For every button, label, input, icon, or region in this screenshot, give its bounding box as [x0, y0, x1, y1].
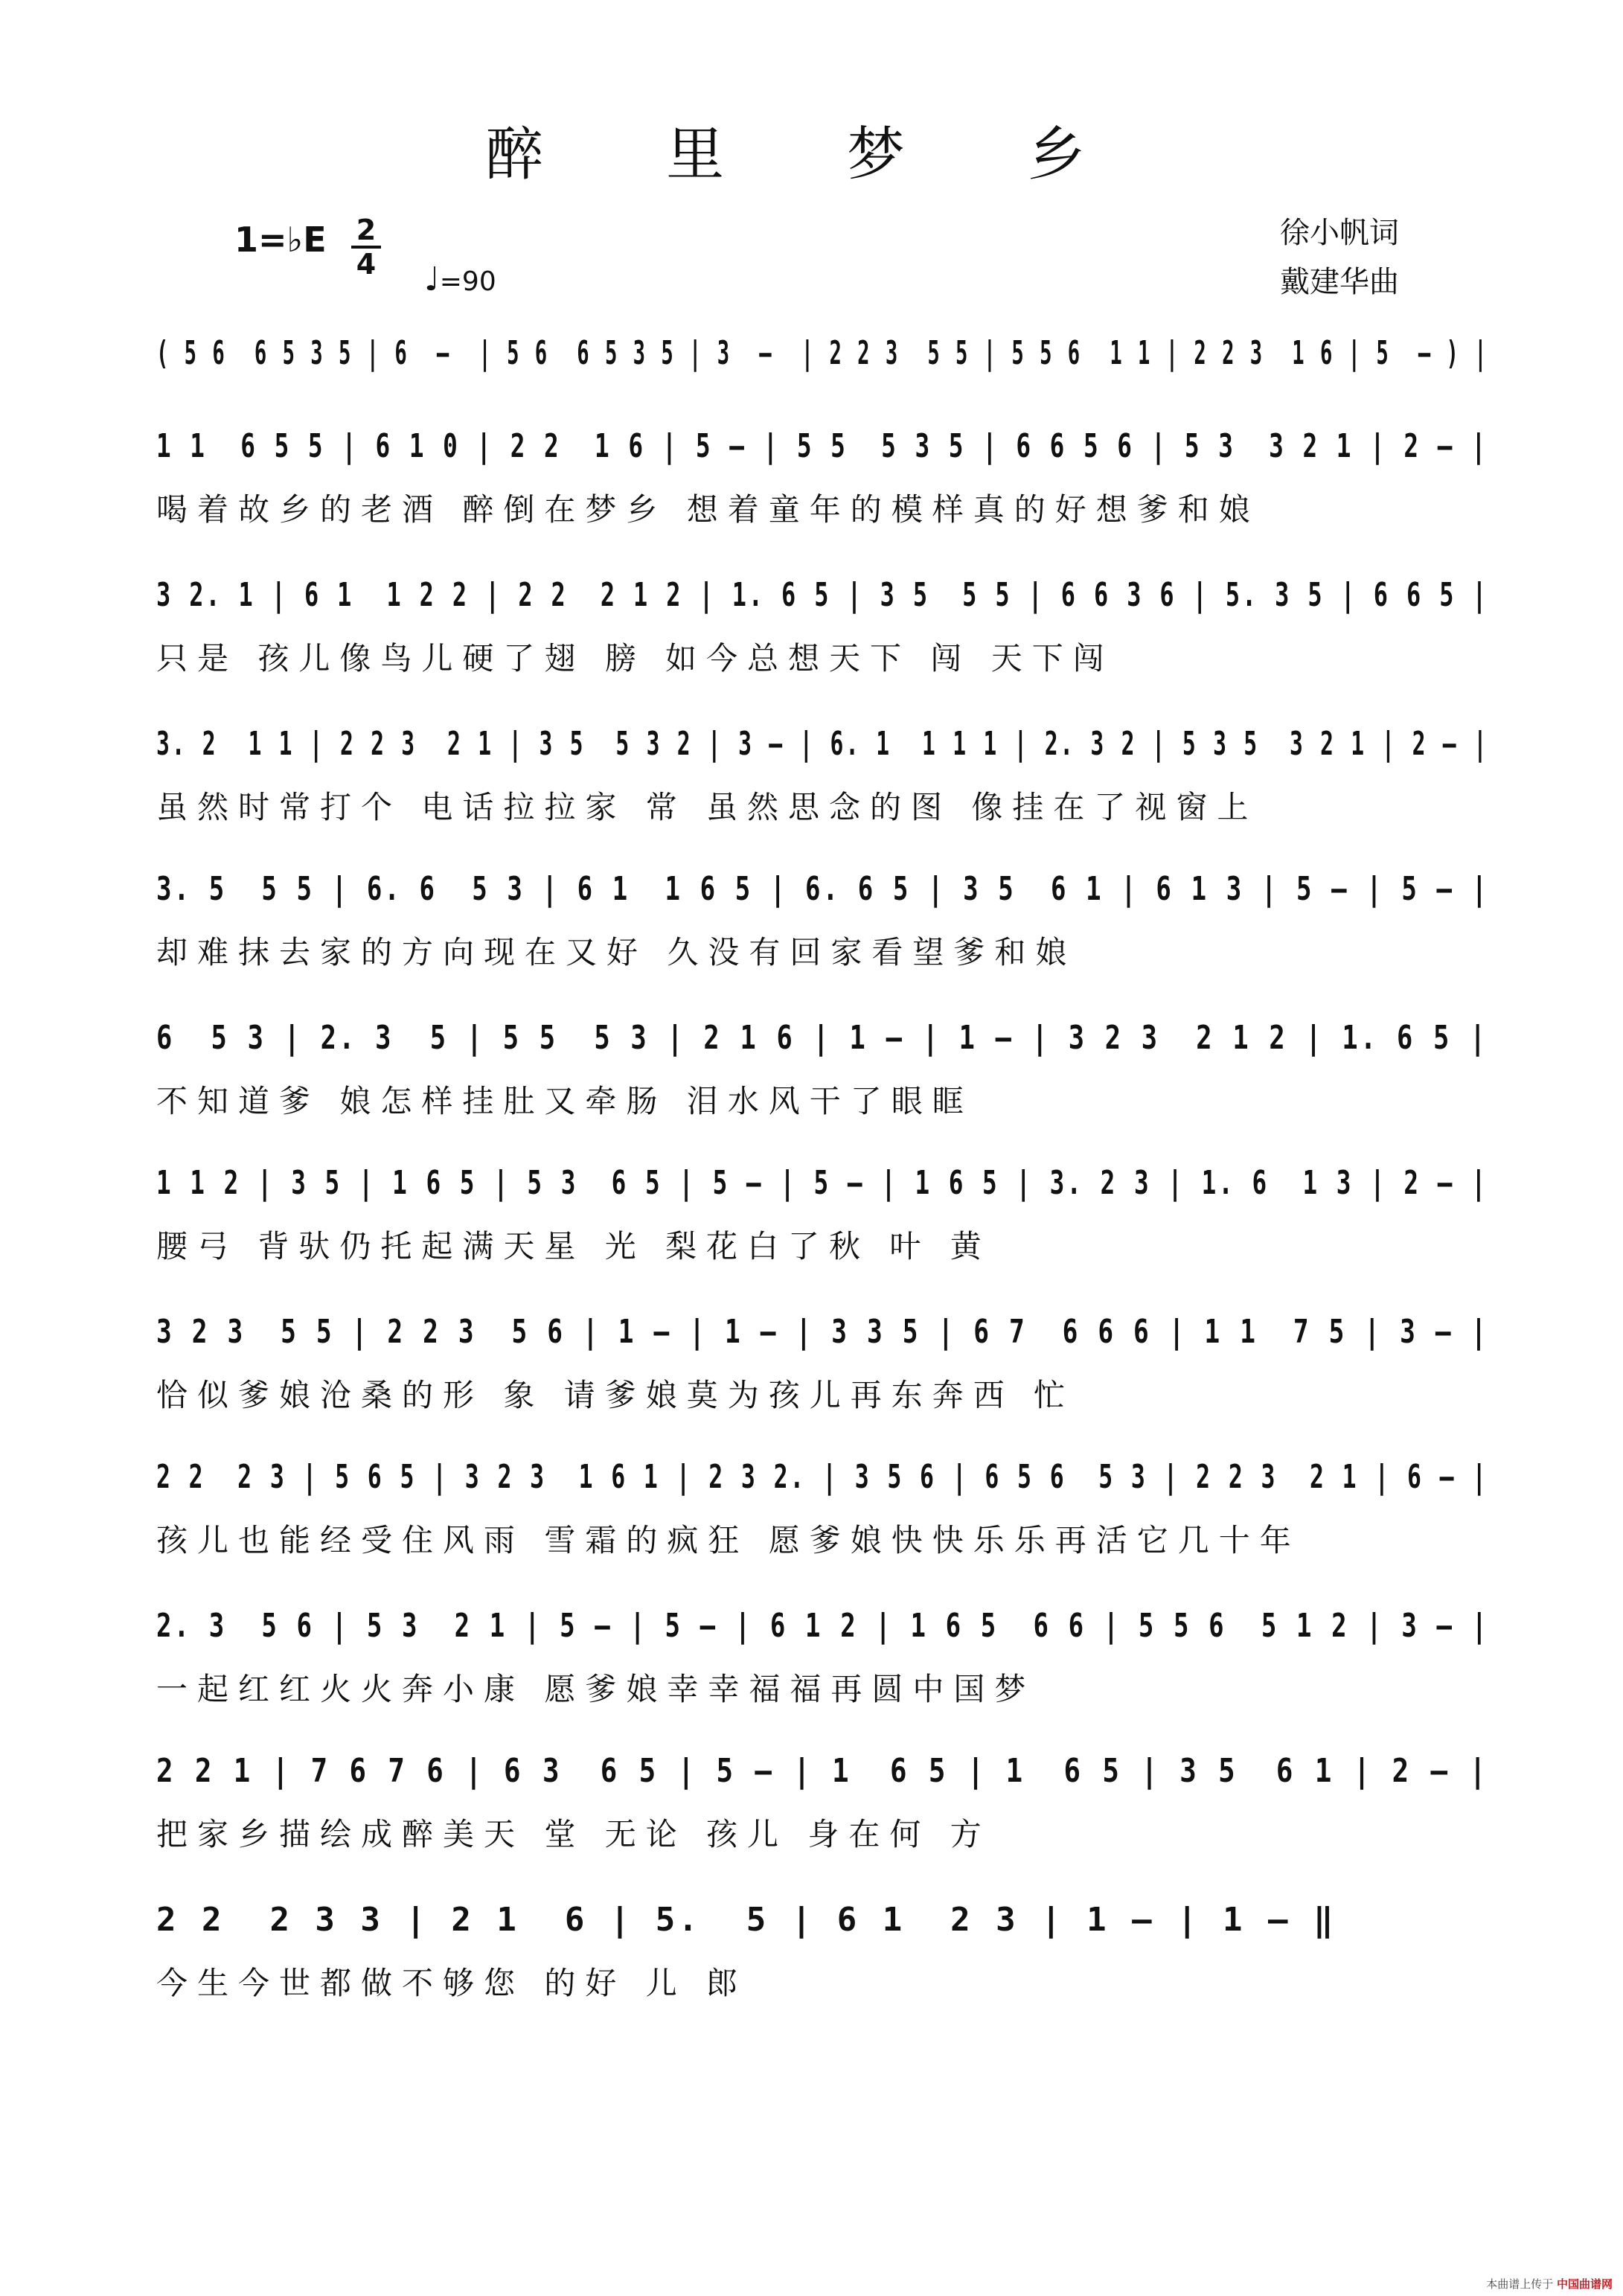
staff-notes: 2 2 2 3 3 | 2 1 6 | 5. 5 | 6 1 2 3 | 1 – | 1 – ‖ [156, 1901, 1337, 1939]
staff-8 [156, 1306, 1488, 1416]
staff-notes: 1 1 2 | 3 5 | 1 6 5 | 5 3 6 5 | 5 – | 5 – | 1 6 5 | 3. 2 3 | 1. 6 1 3 | 2 – | [156, 1164, 1488, 1202]
staff-5 [156, 863, 1488, 973]
staff-notes: ( 5 6 6 5 3 5 | 6 – | 5 6 6 5 3 5 | 3 – | 2 2 3 5 5 | 5 5 6 1 1 | 2 2 3 1 6 | 5 – ) | [156, 334, 1489, 372]
site-logo: 中国曲谱网 [1556, 2277, 1613, 2291]
staff-notes: 1 1 6 5 5 | 6 1 0 | 2 2 1 6 | 5 – | 5 5 5 3 5 | 6 6 5 6 | 5 3 3 2 1 | 2 – | [156, 427, 1488, 465]
staff-3 [156, 569, 1488, 679]
staff-lyrics: 孩儿也能经受住风雨 雪霜的疯狂 愿爹娘快快乐乐再活它几十年 [156, 1522, 1301, 1558]
staff-lyrics: 却难抹去家的方向现在又好 久没有回家看望爹和娘 [156, 934, 1077, 970]
tempo-marking [424, 260, 496, 298]
composer: 戴建华曲 [1280, 265, 1399, 299]
key-signature [234, 220, 327, 260]
time-signature [351, 214, 381, 281]
staff-4 [156, 718, 1488, 828]
staff-6 [156, 1012, 1488, 1122]
staff-lyrics: 今生今世都做不够您 的好 儿 郎 [156, 1965, 748, 2001]
staff-notes: 3. 5 5 5 | 6. 6 5 3 | 6 1 1 6 5 | 6. 6 5 | 3 5 6 1 | 6 1 3 | 5 – | 5 – | [156, 870, 1490, 908]
staff-lyrics: 不知道爹 娘怎样挂肚又牵肠 泪水风干了眼眶 [156, 1083, 973, 1119]
staff-notes: 2 2 2 3 | 5 6 5 | 3 2 3 1 6 1 | 2 3 2. | 3 5 6 | 6 5 6 5 3 | 2 2 3 2 1 | 6 – | [156, 1458, 1489, 1496]
time-signature-bottom: 4 [356, 248, 377, 281]
staff-lyrics: 恰似爹娘沧桑的形 象 请爹娘莫为孩儿再东奔西 忙 [156, 1377, 1075, 1413]
quarter-note-icon: ♩ [424, 260, 440, 298]
credits [1280, 208, 1399, 307]
staff-7 [156, 1157, 1488, 1267]
key-text: 1=♭E [234, 220, 327, 260]
staff-notes: 3. 2 1 1 | 2 2 3 2 1 | 3 5 5 3 2 | 3 – | 6. 1 1 1 1 | 2. 3 2 | 5 3 5 3 2 1 | 2 – | [156, 725, 1489, 763]
staff-12 [156, 1894, 1488, 2004]
staff-lyrics: 腰弓 背驮仍托起满天星 光 梨花白了秋 叶 黄 [156, 1228, 991, 1264]
staff-11 [156, 1745, 1488, 1855]
staff-notes: 6 5 3 | 2. 3 5 | 5 5 5 3 | 2 1 6 | 1 – | 1 – | 3 2 3 2 1 2 | 1. 6 5 | [156, 1019, 1488, 1057]
staff-lyrics: 只是 孩儿像鸟儿硬了翅 膀 如今总想天下 闯 天下闯 [156, 640, 1114, 677]
lyricist: 徐小帆词 [1280, 216, 1399, 250]
tempo-value: =90 [439, 266, 496, 297]
staff-notes: 3 2. 1 | 6 1 1 2 2 | 2 2 2 1 2 | 1. 6 5 | 3 5 5 5 | 6 6 3 6 | 5. 3 5 | 6 6 5 | [156, 576, 1489, 614]
staff-lyrics: 喝着故乡的老酒 醉倒在梦乡 想着童年的模样真的好想爹和娘 [156, 491, 1260, 528]
staff-notes: 2 2 1 | 7 6 7 6 | 6 3 6 5 | 5 – | 1 6 5 | 1 6 5 | 3 5 6 1 | 2 – | [156, 1752, 1489, 1790]
staff-lyrics: 虽然时常打个 电话拉拉家 常 虽然思念的图 像挂在了视窗上 [156, 789, 1258, 825]
staff-notes: 2. 3 5 6 | 5 3 2 1 | 5 – | 5 – | 6 1 2 | 1 6 5 6 6 | 5 5 6 5 1 2 | 3 – | [156, 1607, 1490, 1645]
time-signature-top: 2 [356, 214, 377, 246]
staff-lyrics: 把家乡描绘成醉美天 堂 无论 孩儿 身在何 方 [156, 1816, 991, 1852]
staff-2 [156, 420, 1488, 531]
staff-lyrics: 一起红红火火奔小康 愿爹娘幸幸福福再圆中国梦 [156, 1671, 1036, 1707]
footer-text: 本曲谱上传于 [1486, 2277, 1554, 2291]
staff-10 [156, 1600, 1488, 1710]
footer-watermark [1486, 2276, 1613, 2292]
song-title: 醉 里 梦 乡 [485, 121, 1138, 188]
staff-notes: 3 2 3 5 5 | 2 2 3 5 6 | 1 – | 1 – | 3 3 5 | 6 7 6 6 6 | 1 1 7 5 | 3 – | [156, 1313, 1489, 1351]
staff-9 [156, 1451, 1488, 1561]
